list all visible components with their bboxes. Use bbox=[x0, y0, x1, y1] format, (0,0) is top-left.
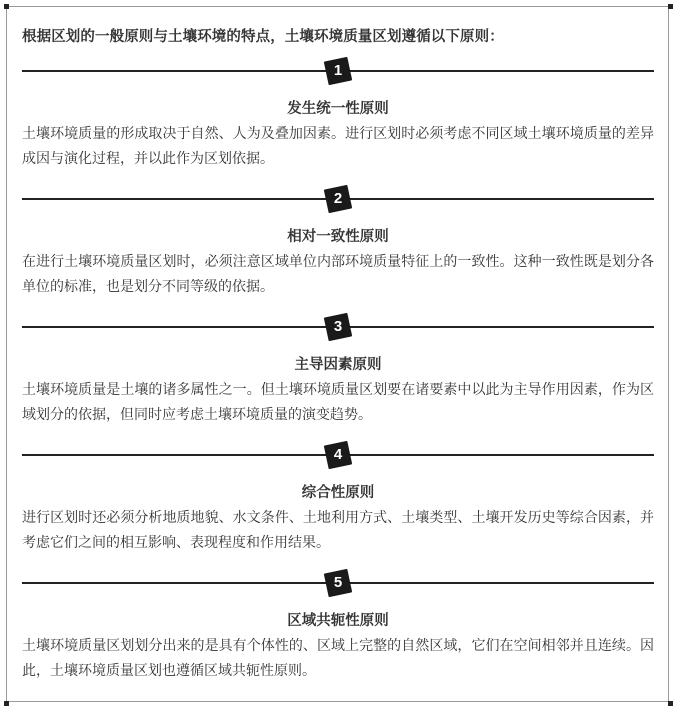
principle-section-4 bbox=[22, 438, 654, 556]
number-badge bbox=[321, 310, 355, 344]
number-badge bbox=[321, 438, 355, 472]
section-divider bbox=[22, 310, 654, 344]
section-divider bbox=[22, 54, 654, 88]
section-divider bbox=[22, 438, 654, 472]
principle-section-2 bbox=[22, 182, 654, 300]
principle-description: 在进行土壤环境质量区划时，必须注意区域单位内部环境质量特征上的一致性。这种一致性既是划分各单位的标准，也是划分不同等级的依据。 bbox=[22, 254, 654, 295]
section-divider bbox=[22, 182, 654, 216]
principle-description: 土壤环境质量区划划分出来的是具有个体性的、区域上完整的自然区域，它们在空间相邻并且连续。因此，土壤环境质量区划也遵循区域共轭性原则。 bbox=[22, 638, 654, 679]
principle-description: 土壤环境质量是土壤的诸多属性之一。但土壤环境质量区划要在诸要素中以此为主导作用因素，作为区域划分的依据，但同时应考虑土壤环境质量的演变趋势。 bbox=[22, 382, 654, 423]
principle-title: 区域共轭性原则 bbox=[287, 613, 389, 629]
principle-section-5 bbox=[22, 566, 654, 684]
badge-number: 3 bbox=[333, 318, 343, 335]
principle-description: 土壤环境质量的形成取决于自然、人为及叠加因素。进行区划时必须考虑不同区域土壤环境质量的差异成因与演化过程，并以此作为区划依据。 bbox=[22, 126, 654, 167]
principle-title: 相对一致性原则 bbox=[287, 229, 389, 245]
principle-section-1 bbox=[22, 54, 654, 172]
badge-number: 4 bbox=[333, 446, 343, 463]
badge-number: 5 bbox=[333, 574, 343, 591]
number-badge bbox=[321, 566, 355, 600]
number-badge bbox=[321, 54, 355, 88]
principle-section-3 bbox=[22, 310, 654, 428]
frame-corner-top-right bbox=[668, 4, 673, 9]
intro-heading: 根据区划的一般原则与土壤环境的特点，土壤环境质量区划遵循以下原则： bbox=[22, 29, 504, 45]
principle-title: 发生统一性原则 bbox=[287, 101, 389, 117]
principle-description: 进行区划时还必须分析地质地貌、水文条件、土地利用方式、土壤类型、土壤开发历史等综合因素，并考虑它们之间的相互影响、表现程度和作用结果。 bbox=[22, 510, 654, 551]
frame-corner-bottom-right bbox=[668, 701, 673, 706]
principle-title: 综合性原则 bbox=[301, 485, 375, 501]
section-divider bbox=[22, 566, 654, 600]
frame-corner-bottom-left bbox=[4, 701, 9, 706]
frame-corner-top-left bbox=[4, 4, 9, 9]
badge-number: 1 bbox=[333, 62, 343, 79]
principle-title: 主导因素原则 bbox=[294, 357, 382, 373]
badge-number: 2 bbox=[333, 190, 343, 207]
number-badge bbox=[321, 182, 355, 216]
